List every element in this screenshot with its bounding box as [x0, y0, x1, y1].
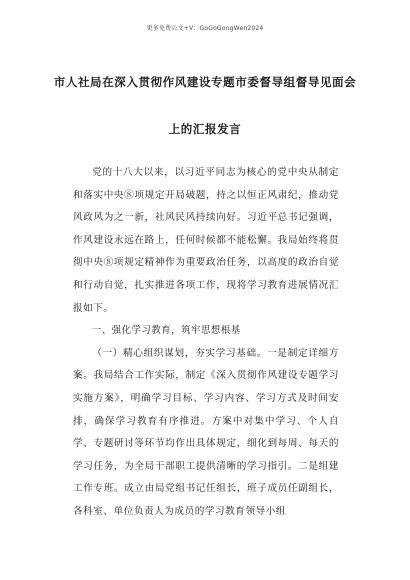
- section-heading-1: 一、强化学习教育，筑牢思想根基: [91, 325, 241, 337]
- body-paragraph-intro: 党的十八大以来，以习近平同志为核心的党中央从制定和落实中央⑧项规定开局破题，持之以恒正风肃纪，推动党风政风为之一新，社风民风持续向好。习近平总书记强调，作风建设永远在路上，任何时候都不能松懈。我局始终将贯彻中央⑧项规定精神作为重要政治任务，以高度的政治自觉和行动自觉，扎实推进各项工作，现将学习教育进展情况汇报如下。: [73, 167, 339, 314]
- document-body: [73, 162, 339, 524]
- document-title-line-2: 上的汇报发言: [168, 122, 242, 136]
- body-paragraph-study: （一）精心组织谋划，夯实学习基础。一是制定详细方案。我局结合工作实际，制定《深入贯彻作风建设专题学习实施方案》，明确学习目标、学习内容、学习方式及时间安排，确保学习教育有序推进。方案中对集中学习、个人自学、专题研讨等环节均作出具体规定，细化到每周、每天的学习任务，为全局干部职工提供清晰的学习指引。二是组建工作专班。成立由局党组书记任组长，班子成员任副组长，各科室、单位负责人为成员的学习教育领导小组: [73, 347, 339, 517]
- document-title-line-1: 市人社局在深入贯彻作风建设专题市委督导组督导见面会: [53, 75, 357, 89]
- header-note: 更多免费公文+V：GoGoGongWen2024: [146, 25, 264, 32]
